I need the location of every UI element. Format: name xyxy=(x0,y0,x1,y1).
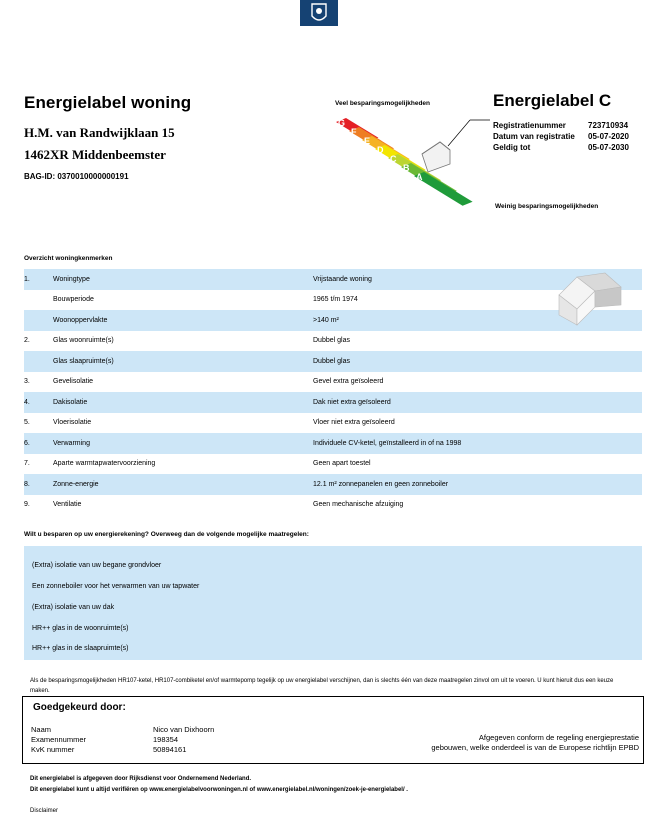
scale-step-a xyxy=(414,172,473,206)
house-icon xyxy=(555,271,625,327)
row-value: Vrijstaande woning xyxy=(313,269,642,290)
label-title: Energielabel C xyxy=(493,91,612,110)
row-label: Glas slaapruimte(s) xyxy=(53,351,313,372)
table-row xyxy=(24,495,642,516)
row-number: 2. xyxy=(24,337,30,345)
house-marker-icon xyxy=(422,120,490,172)
row-label: Woningtype xyxy=(53,269,313,290)
row-value: 1965 t/m 1974 xyxy=(313,296,358,304)
approved-label-exam: Examennummer xyxy=(31,735,87,744)
approved-label-name: Naam xyxy=(31,725,52,734)
advice-item: (Extra) isolatie van uw begane grondvloer xyxy=(32,562,162,569)
scale-top-caption: Veel besparingsmogelijkheden xyxy=(335,100,431,107)
row-value: Vloer niet extra geïsoleerd xyxy=(313,419,395,427)
bag-id: BAG-ID: 0370010000000191 xyxy=(24,172,129,181)
advice-note: Als de besparingsmogelijkheden HR107-ketel, HR107-combiketel en/of warmtepomp tegelijk op uw energielabel verschijnen, dan is slechts één van deze maatregelen zinvol om uit te voeren. U kunt hieruit dus een keuze maken. xyxy=(30,678,614,694)
row-label: Woonoppervlakte xyxy=(53,310,313,331)
row-number: 6. xyxy=(24,433,53,454)
table-row xyxy=(24,454,642,475)
row-number xyxy=(24,310,53,331)
table-row xyxy=(24,372,642,393)
registration-row: Registratienummer 723710934 xyxy=(493,121,629,130)
row-value: Dubbel glas xyxy=(313,351,642,372)
row-label: Ventilatie xyxy=(53,501,82,509)
row-number: 3. xyxy=(24,378,30,386)
row-value: Dubbel glas xyxy=(313,337,350,345)
advice-list xyxy=(24,546,642,660)
registration-row: Geldig tot 05-07-2030 xyxy=(493,143,629,152)
row-value: Geen mechanische afzuiging xyxy=(313,501,404,509)
table-row xyxy=(24,310,642,331)
table-row xyxy=(24,474,642,495)
advice-heading: Wilt u besparen op uw energierekening? Overweeg dan de volgende mogelijke maatregelen: xyxy=(24,531,309,538)
approved-box xyxy=(22,696,644,764)
row-value: Dak niet extra geïsoleerd xyxy=(313,392,642,413)
conform-line2: gebouwen, welke onderdeel is van de Europese richtlijn EPBD xyxy=(431,743,639,752)
row-label: Bouwperiode xyxy=(53,296,94,304)
table-row xyxy=(24,331,642,352)
approved-value-kvk: 50894161 xyxy=(153,745,187,754)
government-logo xyxy=(300,0,338,26)
registration-row: Datum van registratie 05-07-2020 xyxy=(493,132,629,141)
scale-letter: C xyxy=(390,154,397,164)
energy-scale-graphic xyxy=(330,110,520,210)
scale-letter: A xyxy=(416,172,423,182)
address-line1: H.M. van Randwijklaan 15 xyxy=(24,125,175,140)
table-row xyxy=(24,269,642,290)
table-row xyxy=(24,351,642,372)
row-number xyxy=(24,290,53,311)
approved-value-exam: 198354 xyxy=(153,735,179,744)
row-number: 9. xyxy=(24,501,30,509)
characteristics-table xyxy=(24,269,642,515)
row-value: 12.1 m² zonnepanelen en geen zonneboiler xyxy=(313,474,642,495)
approved-title: Goedgekeurd door: xyxy=(33,702,126,713)
approved-value-name: Nico van Dixhoorn xyxy=(153,725,215,734)
row-value: >140 m² xyxy=(313,310,642,331)
row-number: 4. xyxy=(24,392,53,413)
row-label: Zonne-energie xyxy=(53,474,313,495)
row-value: Gevel extra geïsoleerd xyxy=(313,378,384,386)
scale-bottom-caption: Weinig besparingsmogelijkheden xyxy=(495,203,599,210)
row-number: 1. xyxy=(24,269,53,290)
row-label: Dakisolatie xyxy=(53,392,313,413)
scale-letter: F xyxy=(351,127,357,137)
row-number: 5. xyxy=(24,419,30,427)
row-value: Individuele CV-ketel, geïnstalleerd in of na 1998 xyxy=(313,433,642,454)
table-row xyxy=(24,392,642,413)
disclaimer: Disclaimer xyxy=(30,808,59,814)
advice-item: HR++ glas in de woonruimte(s) xyxy=(32,625,129,632)
footer-issuer: Dit energielabel is afgegeven door Rijksdienst voor Ondernemend Nederland. xyxy=(30,776,252,782)
page-title: Energielabel woning xyxy=(24,93,192,112)
advice-item: HR++ glas in de slaapruimte(s) xyxy=(32,645,129,652)
approved-label-kvk: KvK nummer xyxy=(31,745,75,754)
row-number: 8. xyxy=(24,474,53,495)
row-label: Aparte warmtapwatervoorziening xyxy=(53,460,156,468)
scale-letter: B xyxy=(403,163,410,173)
scale-letter: E xyxy=(364,136,371,146)
row-label: Gevelisolatie xyxy=(53,378,94,386)
row-number: 7. xyxy=(24,460,30,468)
row-label: Verwarming xyxy=(53,433,313,454)
row-label: Vloerisolatie xyxy=(53,419,92,427)
advice-item: (Extra) isolatie van uw dak xyxy=(32,604,115,611)
scale-letter: D xyxy=(377,145,384,155)
address-line2: 1462XR Middenbeemster xyxy=(24,147,166,162)
conform-line1: Afgegeven conform de regeling energieprestatie xyxy=(478,733,639,742)
table-row xyxy=(24,433,642,454)
footer-verify: Dit energielabel kunt u altijd verifiëren op www.energielabelvoorwoningen.nl of www.energielabel.nl/woningen/zoek-je-energielabel/ . xyxy=(30,787,408,793)
row-value: Geen apart toestel xyxy=(313,460,371,468)
table-row xyxy=(24,290,642,311)
advice-item: Een zonneboiler voor het verwarmen van uw tapwater xyxy=(32,583,200,590)
scale-letter: G xyxy=(338,118,346,128)
overview-heading: Overzicht woningkenmerken xyxy=(24,255,113,262)
row-label: Glas woonruimte(s) xyxy=(53,337,114,345)
row-number xyxy=(24,351,53,372)
table-row xyxy=(24,413,642,434)
